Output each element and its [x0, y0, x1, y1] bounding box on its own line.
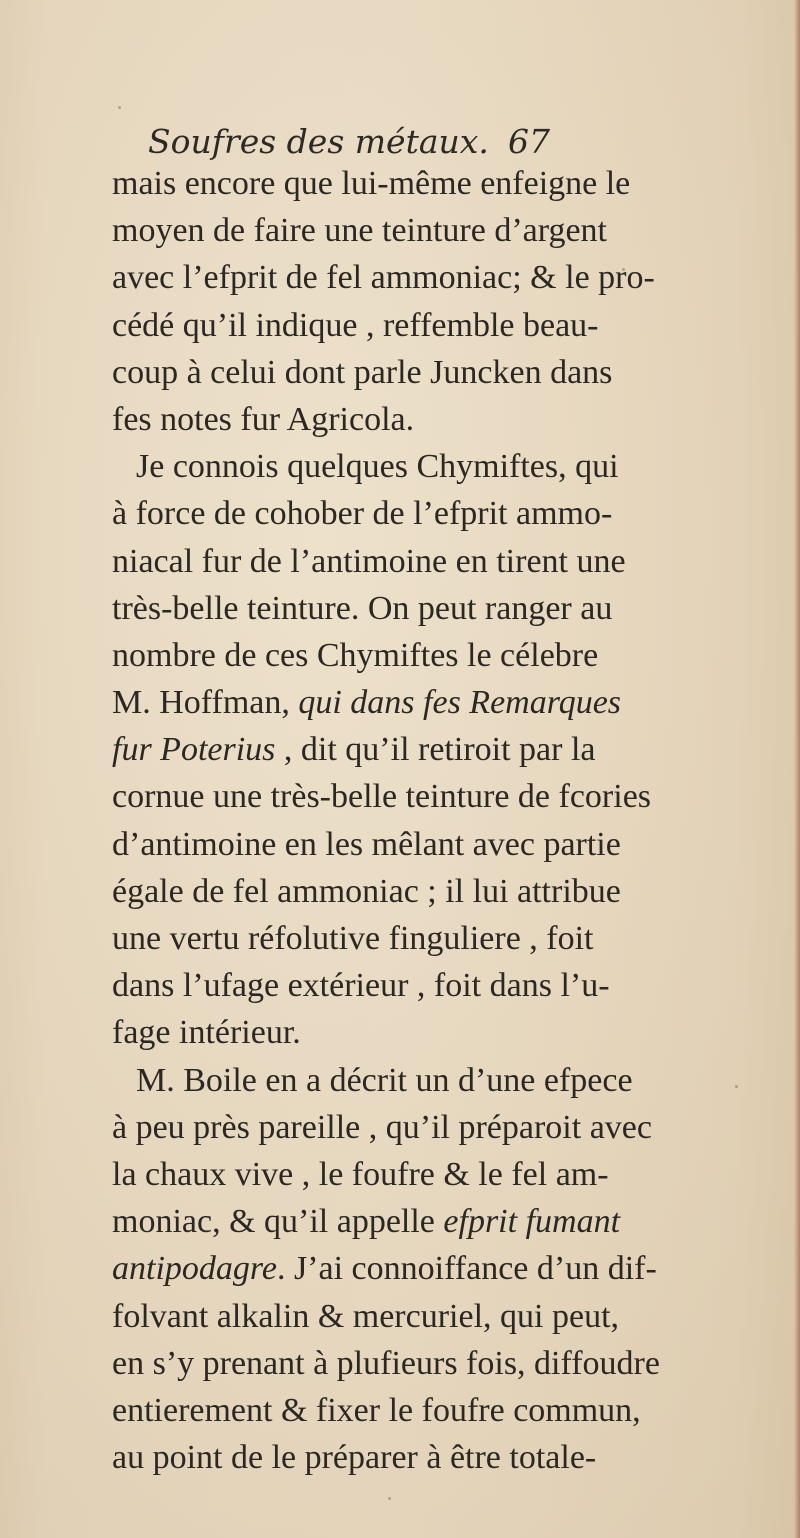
text-line: folvant alkalin & mercuriel, qui peut, [112, 1297, 620, 1335]
italic-title: qui dans fes Remarques [298, 684, 622, 722]
page-number: 67 [508, 122, 550, 161]
text-line: mais encore que lui-même enfeigne le [112, 165, 631, 202]
text-line: fur Poterius , dit qu’il retiroit par la [112, 731, 596, 769]
text-line: moyen de faire une teinture d’argent [112, 212, 607, 250]
text-line: M. Hoffman, qui dans fes Remarques [112, 684, 622, 722]
page-edge [794, 0, 800, 1538]
text-line: très-belle teinture. On peut ranger au [112, 589, 613, 627]
text-line: avec l’efprit de fel ammoniac; & le pro- [112, 259, 655, 297]
text-line: à peu près pareille , qu’il préparoit avec [112, 1108, 652, 1146]
text-line: fes notes fur Agricola. [112, 400, 415, 438]
text-line: cédé qu’il indique , reffemble beau- [112, 306, 599, 344]
text-line: dans l’ufage extérieur , foit dans l’u- [112, 967, 610, 1005]
italic-term: efprit fumant [443, 1203, 621, 1241]
text-line: fage intérieur. [112, 1014, 301, 1052]
text-line: M. Boile en a décrit un d’une efpece [136, 1061, 633, 1099]
running-title: Soufres des métaux. [148, 122, 489, 161]
paper-speck [118, 106, 121, 109]
body-text [112, 160, 660, 1481]
text-line: moniac, & qu’il appelle efprit fumant [112, 1203, 621, 1241]
text-line: au point de le préparer à être totale- [112, 1439, 597, 1477]
italic-author: fur Poterius [112, 731, 276, 769]
text-line: une vertu réfolutive finguliere , foit [112, 920, 594, 957]
text-line: en s’y prenant à plufieurs fois, diffoudre [112, 1344, 660, 1382]
text-line: cornue une très-belle teinture de fcories [112, 778, 652, 816]
italic-term: antipodagre [112, 1250, 277, 1288]
text-line: entierement & fixer le foufre commun, [112, 1391, 641, 1429]
paper-speck [735, 1085, 738, 1088]
text-line: la chaux vive , le foufre & le fel am- [112, 1155, 609, 1193]
paper-speck [388, 1497, 391, 1500]
text-line: coup à celui dont parle Juncken dans [112, 353, 613, 391]
text-line: Je connois quelques Chymiftes, qui [136, 448, 619, 486]
text-line: à force de cohober de l’efprit ammo- [112, 495, 613, 533]
paper-speck [622, 268, 625, 271]
text-line: d’antimoine en les mêlant avec partie [112, 825, 621, 863]
text-line: niacal fur de l’antimoine en tirent une [112, 542, 626, 580]
text-line: égale de fel ammoniac ; il lui attribue [112, 872, 621, 910]
text-line: antipodagre. J’ai connoiffance d’un dif- [112, 1250, 657, 1288]
text-line: nombre de ces Chymiftes le célebre [112, 636, 599, 674]
